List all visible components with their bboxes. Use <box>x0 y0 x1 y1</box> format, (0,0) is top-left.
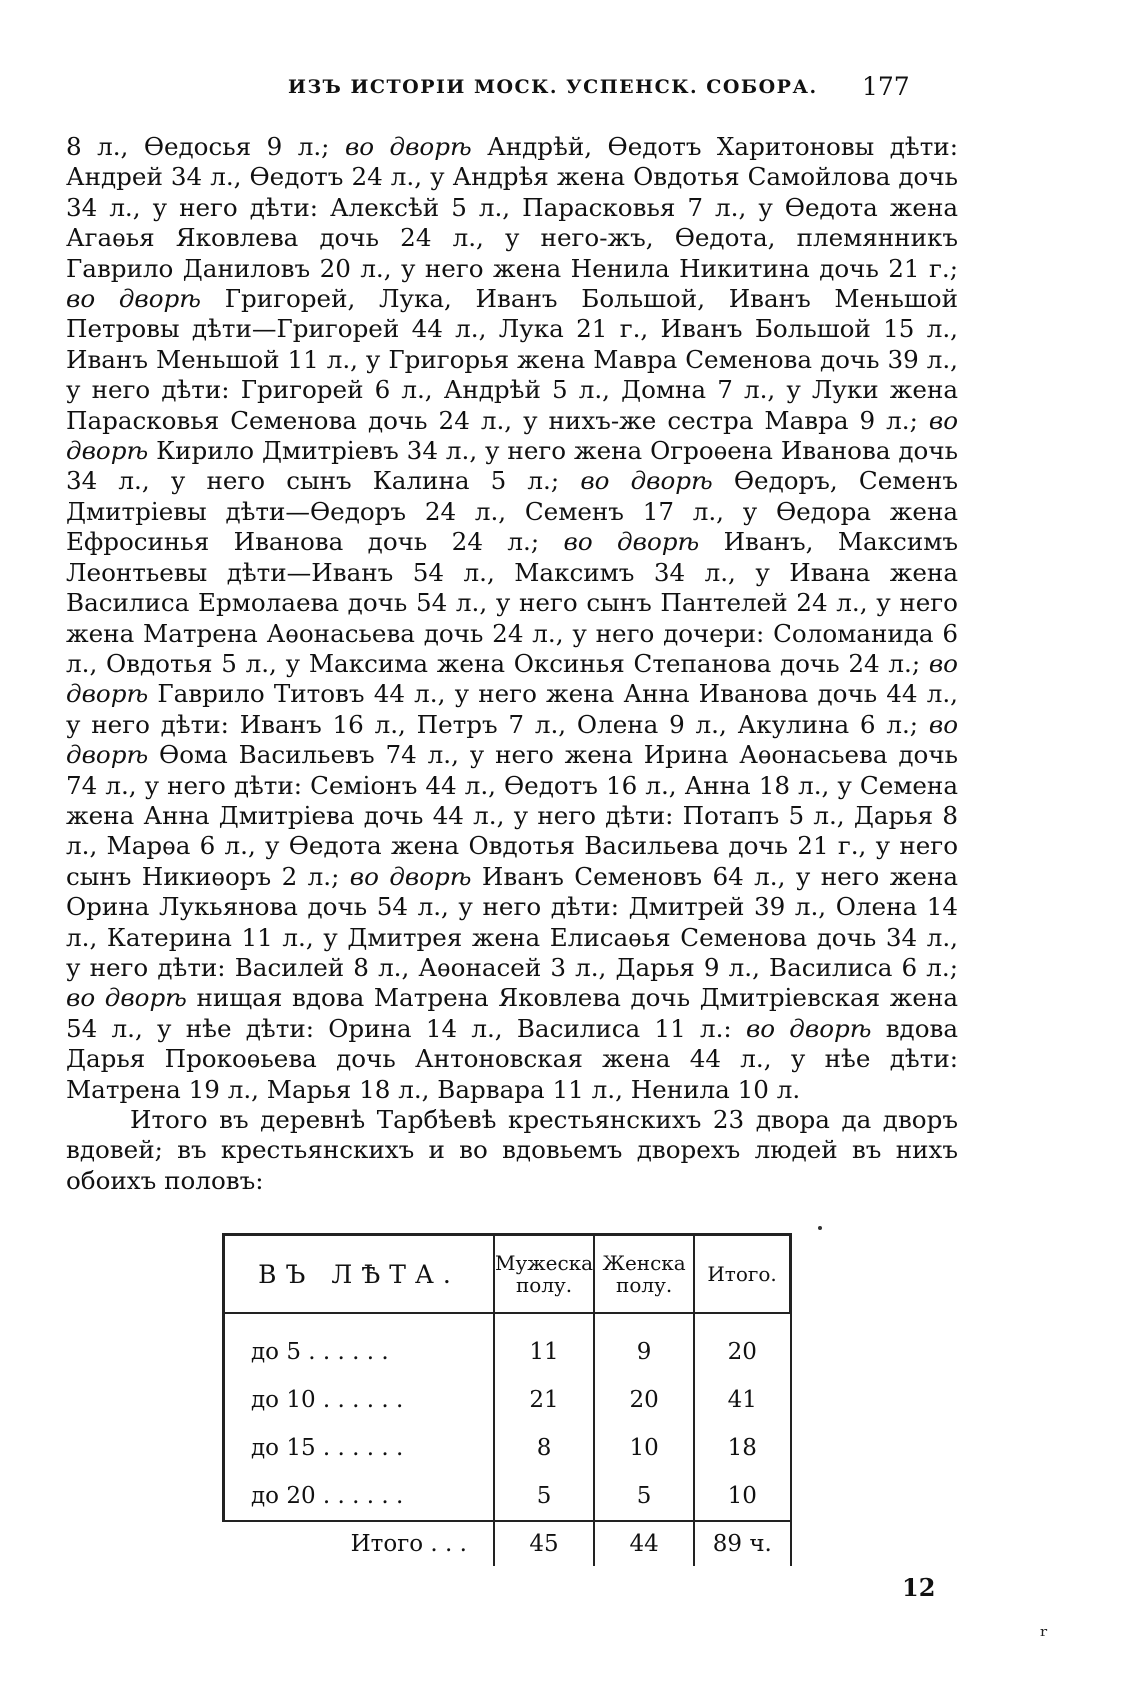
header-female-line1: Женска <box>602 1251 686 1275</box>
row-label: до 20 . . . . . . <box>224 1472 495 1521</box>
italic-phrase: во дворѣ <box>563 527 700 557</box>
row-female: 5 <box>594 1472 694 1521</box>
text-run: Григорей, Лука, Иванъ Большой, Иванъ Меньшой Петровы дѣти—Григорей 44 л., Лука 21 г., Иванъ Большой 15 л., Иванъ Меньшой 11 л., у Григорья жена Мавра Семенова дочь 39 л., у него дѣти: Григорей 6 л., Андрѣй 5 л., Домна 7 л., у Луки жена Парасковья Семенова дочь 24 л., у нихъ-же сестра Мавра 9 л.; <box>66 284 958 435</box>
stray-dot <box>818 1226 822 1230</box>
italic-phrase: во дворѣ <box>349 861 472 891</box>
italic-phrase: во дворѣ <box>66 648 958 709</box>
table-row <box>224 1376 791 1424</box>
table-row <box>224 1472 791 1521</box>
row-total: 10 <box>694 1472 790 1521</box>
signature-number: 12 <box>902 1573 936 1602</box>
age-table <box>222 1233 792 1566</box>
row-female: 20 <box>594 1376 694 1424</box>
header-male-line1: Мужеска <box>495 1251 594 1275</box>
total-all: 89 ч. <box>694 1521 790 1566</box>
row-female: 10 <box>594 1424 694 1472</box>
italic-phrase: во дворѣ <box>745 1013 872 1043</box>
header-total: Итого. <box>694 1235 790 1314</box>
paragraph-household-list <box>66 132 958 1105</box>
table-total-row <box>224 1521 791 1566</box>
text-run: нищая вдова Матрена Яковлева дочь Дмитріевская жена 54 л., у нѣе дѣти: Орина 14 л., Василиса 11 л.: <box>66 983 958 1043</box>
text-run: Ѳома Васильевъ 74 л., у него жена Ирина Аѳонасьева дочь 74 л., у него дѣти: Семіонъ 44 л., Ѳедотъ 16 л., Анна 18 л., у Семена жена Анна Дмитріева дочь 44 л., у него дѣти: Потапъ 5 л., Дарья 8 л., Марѳа 6 л., у Ѳедота жена Овдотья Васильева дочь 21 г., у него сынъ Никиѳоръ 2 л.; <box>66 740 958 891</box>
table-row <box>224 1313 791 1376</box>
header-age: ВЪ ЛѢТА. <box>224 1235 495 1314</box>
row-label: до 5 . . . . . . <box>224 1313 495 1376</box>
row-male: 5 <box>494 1472 594 1521</box>
text-run: Иванъ Семеновъ 64 л., у него жена Орина Лукьянова дочь 54 л., у него дѣти: Дмитрей 39 л., Олена 14 л., Катерина 11 л., у Дмитрея жена Елисаѳья Семенова дочь 34 л., у него дѣти: Василей 8 л., Аѳонасей 3 л., Дарья 9 л., Василиса 6 л.; <box>66 861 958 982</box>
text-run: Иванъ, Максимъ Леонтьевы дѣти—Иванъ 54 л., Максимъ 34 л., у Ивана жена Василиса Ермолаева дочь 54 л., у него сынъ Пантелей 24 л., у него жена Матрена Аѳонасьева дочь 24 л., у него дочери: Соломанида 6 л., Овдотья 5 л., у Максима жена Оксинья Степанова дочь 24 л.; <box>66 527 958 678</box>
total-male: 45 <box>494 1521 594 1566</box>
row-male: 21 <box>494 1376 594 1424</box>
row-male: 11 <box>494 1313 594 1376</box>
row-total: 20 <box>694 1313 790 1376</box>
row-total: 41 <box>694 1376 790 1424</box>
row-female: 9 <box>594 1313 694 1376</box>
row-label: до 15 . . . . . . <box>224 1424 495 1472</box>
age-table-wrapper <box>222 1233 792 1566</box>
italic-phrase: во дворѣ <box>66 284 201 314</box>
italic-phrase: во дворѣ <box>66 983 187 1013</box>
header-female-line2: полу. <box>616 1273 673 1297</box>
text-run: Кирило Дмитріевъ 34 л., у него жена Огроѳена Иванова дочь 34 л., у него сынъ Калина 5 л.; <box>66 436 958 496</box>
italic-phrase: во дворѣ <box>66 709 958 770</box>
total-female: 44 <box>594 1521 694 1566</box>
text-run: 8 л., Ѳедосья 9 л.; <box>66 132 330 161</box>
paragraph-summary: Итого въ деревнѣ Тарбѣевѣ крестьянскихъ 23 двора да дворъ вдовей; въ крестьянскихъ и во вдовьемъ дворехъ людей въ нихъ обоихъ половъ: <box>66 1105 958 1195</box>
header-female <box>594 1235 694 1314</box>
running-title: ИЗЪ ИСТОРІИ МОСК. УСПЕНСК. СОБОРА. <box>288 76 818 98</box>
page-number: 177 <box>862 72 910 101</box>
text-run: Гаврило Титовъ 44 л., у него жена Анна Иванова дочь 44 л., у него дѣти: Иванъ 16 л., Петръ 7 л., Олена 9 л., Акулина 6 л.; <box>66 679 958 739</box>
text-run: Андрѣй, Ѳедотъ Харитоновы дѣти: Андрей 34 л., Ѳедотъ 24 л., у Андрѣя жена Овдотья Самойлова дочь 34 л., у него дѣти: Алексѣй 5 л., Парасковья 7 л., у Ѳедота жена Агаѳья Яковлева дочь 24 л., у него-жъ, Ѳедота, племянникъ Гаврило Даниловъ 20 л., у него жена Ненила Никитина дочь 21 г.; <box>66 132 958 283</box>
header-male <box>494 1235 594 1314</box>
text-run: вдова Дарья Прокоѳьева дочь Антоновская жена 44 л., у нѣе дѣти: Матрена 19 л., Марья 18 л., Варвара 11 л., Ненила 10 л. <box>66 1013 959 1104</box>
italic-phrase: во дворѣ <box>66 405 958 466</box>
body-text <box>66 132 958 1196</box>
table-header-row <box>224 1235 791 1314</box>
text-run: Ѳедоръ, Семенъ Дмитріевы дѣти—Ѳедоръ 24 л., Семенъ 17 л., у Ѳедора жена Ефросинья Иванова дочь 24 л.; <box>66 466 958 557</box>
row-label: до 10 . . . . . . <box>224 1376 495 1424</box>
header-male-line2: полу. <box>515 1273 573 1297</box>
italic-phrase: во дворѣ <box>580 466 713 496</box>
italic-phrase: во дворѣ <box>344 132 472 161</box>
total-label: Итого . . . <box>224 1521 495 1566</box>
row-total: 18 <box>694 1424 790 1472</box>
row-male: 8 <box>494 1424 594 1472</box>
running-header <box>0 72 1140 112</box>
table-row <box>224 1424 791 1472</box>
margin-mark: ʳ <box>1040 1622 1049 1650</box>
